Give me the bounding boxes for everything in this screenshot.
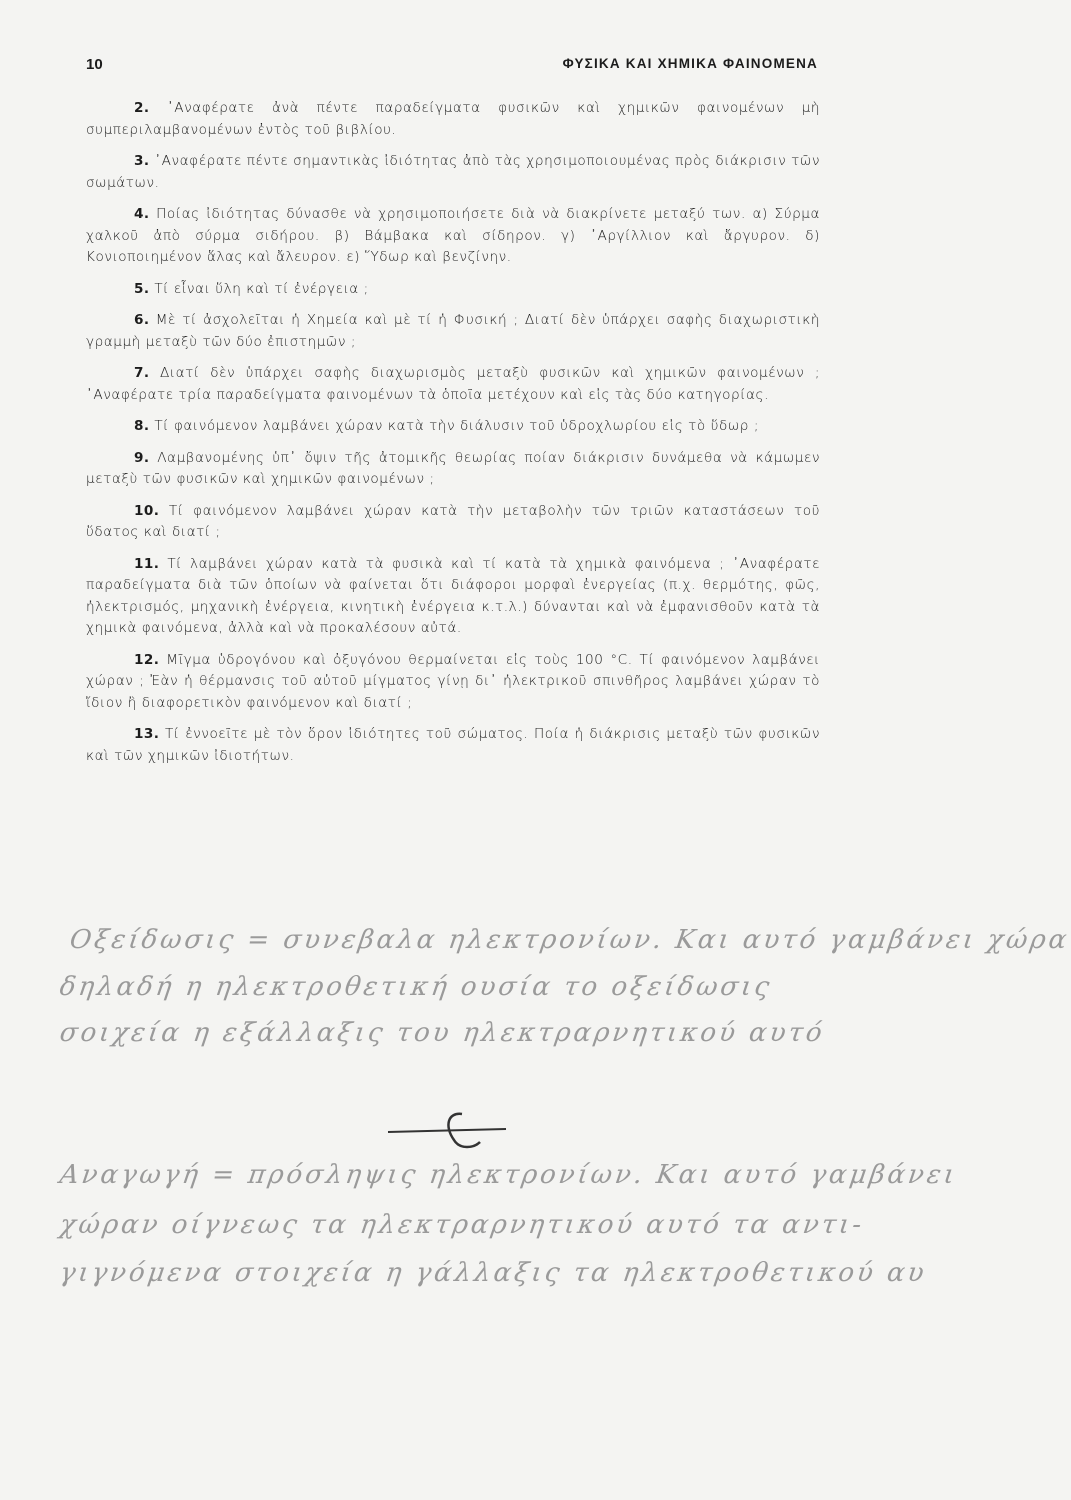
question-text: Τί εἶναι ὕλη καὶ τί ἐνέργεια ;: [154, 280, 369, 297]
question-text: Λαμβανομένης ὑπ᾿ ὄψιν τῆς ἀτομικῆς θεωρίας ποίαν διάκρισιν δυνάμεθα νὰ κάμωμεν μεταξὺ τῶν φυσικῶν καὶ χημικῶν φαινομένων ;: [86, 449, 821, 487]
handwritten-note: Οξείδωσις = συνεβαλα ηλεκτρονίων. Και αυτό γαμβάνει χώρα: [67, 925, 1071, 955]
question-text: Μὲ τί ἀσχολεῖται ἡ Χημεία καὶ μὲ τί ἡ Φυσική ; Διατί δὲν ὑπάρχει σαφὴς διαχωριστικὴ γραμμὴ μεταξὺ τῶν δύο ἐπιστημῶν ;: [86, 312, 821, 350]
question-number: 3.: [134, 153, 150, 169]
question-item: [86, 279, 820, 301]
question-item: [86, 650, 820, 715]
question-item: [86, 363, 820, 406]
question-list: [86, 98, 820, 777]
handwritten-note: γιγνόμενα στοιχεία η γάλλαξις τα ηλεκτροθετικού αυ: [57, 1258, 929, 1288]
running-head: ΦΥΣΙΚΑ ΚΑΙ ΧΗΜΙΚΑ ΦΑΙΝΟΜΕΝΑ: [562, 56, 818, 71]
question-number: 5.: [134, 280, 150, 297]
handwritten-note: χώραν οίγνεως τα ηλεκτραρνητικού αυτό τα αντι-: [57, 1210, 867, 1240]
question-number: 9.: [134, 449, 150, 466]
ink-divider-mark: [388, 1108, 508, 1158]
question-text: Τί λαμβάνει χώραν κατὰ τὰ φυσικὰ καὶ τί κατὰ τὰ χημικὰ φαινόμενα ; ᾿Αναφέρατε παραδείγματα διὰ τῶν ὁποίων νὰ φαίνεται ὅτι διάφοροι μορφαὶ ἐνεργείας (π.χ. θερμότης, φῶς, ἠλεκτρισμός, μηχανικὴ ἐνέργεια, κινητικὴ ἐνέργεια κ.τ.λ.) δύνανται καὶ νὰ ἐμφανισθοῦν κατὰ τὰ χημικὰ φαινόμενα, ἀλλὰ καὶ νὰ προκαλέσουν αὐτά.: [86, 555, 821, 636]
question-text: Τί φαινόμενον λαμβάνει χώραν κατὰ τὴν μεταβολὴν τῶν τριῶν καταστάσεων τοῦ ὕδατος καὶ διατί ;: [86, 502, 820, 540]
question-number: 11.: [134, 555, 160, 572]
question-number: 7.: [134, 365, 150, 381]
handwritten-note: Αναγωγή = πρόσληψις ηλεκτρονίων. Και αυτό γαμβάνει: [57, 1160, 960, 1190]
question-item: [86, 151, 820, 194]
question-item: [86, 501, 820, 544]
question-item: [86, 204, 820, 269]
question-text: ᾿Αναφέρατε ἀνὰ πέντε παραδείγματα φυσικῶν καὶ χημικῶν φαινομένων μὴ συμπεριλαμβανομένων ἐντὸς τοῦ βιβλίου.: [86, 100, 820, 138]
question-number: 4.: [134, 206, 150, 222]
question-text: Μῖγμα ὑδρογόνου καὶ ὀξυγόνου θερμαίνεται εἰς τοὺς 100 °C. Τί φαινόμενον λαμβάνει χώραν ; Ἐὰν ἡ θέρμανσις τοῦ αὐτοῦ μίγματος γίνῃ δι᾿ ἠλεκτρικοῦ σπινθῆρος λαμβάνει χώραν τὸ ἴδιον ἢ διαφορετικὸν φαινόμενον καὶ διατί ;: [86, 651, 820, 711]
handwritten-note: δηλαδή η ηλεκτροθετική ουσία το οξείδωσις: [57, 972, 775, 1002]
question-item: [86, 98, 820, 141]
page-number: 10: [86, 56, 103, 73]
question-item: [86, 448, 820, 491]
question-text: Διατί δὲν ὑπάρχει σαφὴς διαχωρισμὸς μεταξὺ φυσικῶν καὶ χημικῶν φαινομένων ; ᾿Αναφέρατε τρία παραδείγματα φαινομένων τὰ ὁποῖα μετέχουν καὶ εἰς τὰς δύο κατηγορίας.: [86, 365, 820, 403]
question-text: Τί ἐννοεῖτε μὲ τὸν ὅρον ἰδιότητες τοῦ σώματος. Ποία ἡ διάκρισις μεταξὺ τῶν φυσικῶν καὶ τῶν χημικῶν ἰδιοτήτων.: [86, 726, 820, 764]
question-item: [86, 416, 820, 438]
question-number: 12.: [134, 651, 160, 668]
question-text: Τί φαινόμενον λαμβάνει χώραν κατὰ τὴν διάλυσιν τοῦ ὑδροχλωρίου εἰς τὸ ὕδωρ ;: [154, 418, 759, 434]
question-number: 10.: [134, 502, 160, 519]
handwritten-note: σοιχεία η εξάλλαξις του ηλεκτραρνητικού αυτό: [57, 1018, 827, 1048]
question-number: 13.: [134, 726, 160, 742]
question-text: ᾿Αναφέρατε πέντε σημαντικὰς ἰδιότητας ἀπὸ τὰς χρησιμοποιουμένας πρὸς διάκρισιν τῶν σωμάτων.: [86, 153, 820, 191]
question-text: Ποίας ἰδιότητας δύνασθε νὰ χρησιμοποιήσετε διὰ νὰ διακρίνετε μεταξύ των. α) Σύρμα χαλκοῦ ἀπὸ σύρμα σιδήρου. β) Βάμβακα καὶ σίδηρον. γ) ᾿Αργίλλιον καὶ ἄργυρον. δ) Κονιοποιημένον ἅλας καὶ ἄλευρον. ε) Ὕδωρ καὶ βενζίνην.: [86, 206, 820, 265]
question-item: [86, 554, 820, 640]
question-number: 2.: [134, 100, 150, 116]
question-item: [86, 724, 820, 767]
question-item: [86, 310, 820, 353]
question-number: 6.: [134, 312, 150, 328]
question-number: 8.: [134, 418, 150, 434]
